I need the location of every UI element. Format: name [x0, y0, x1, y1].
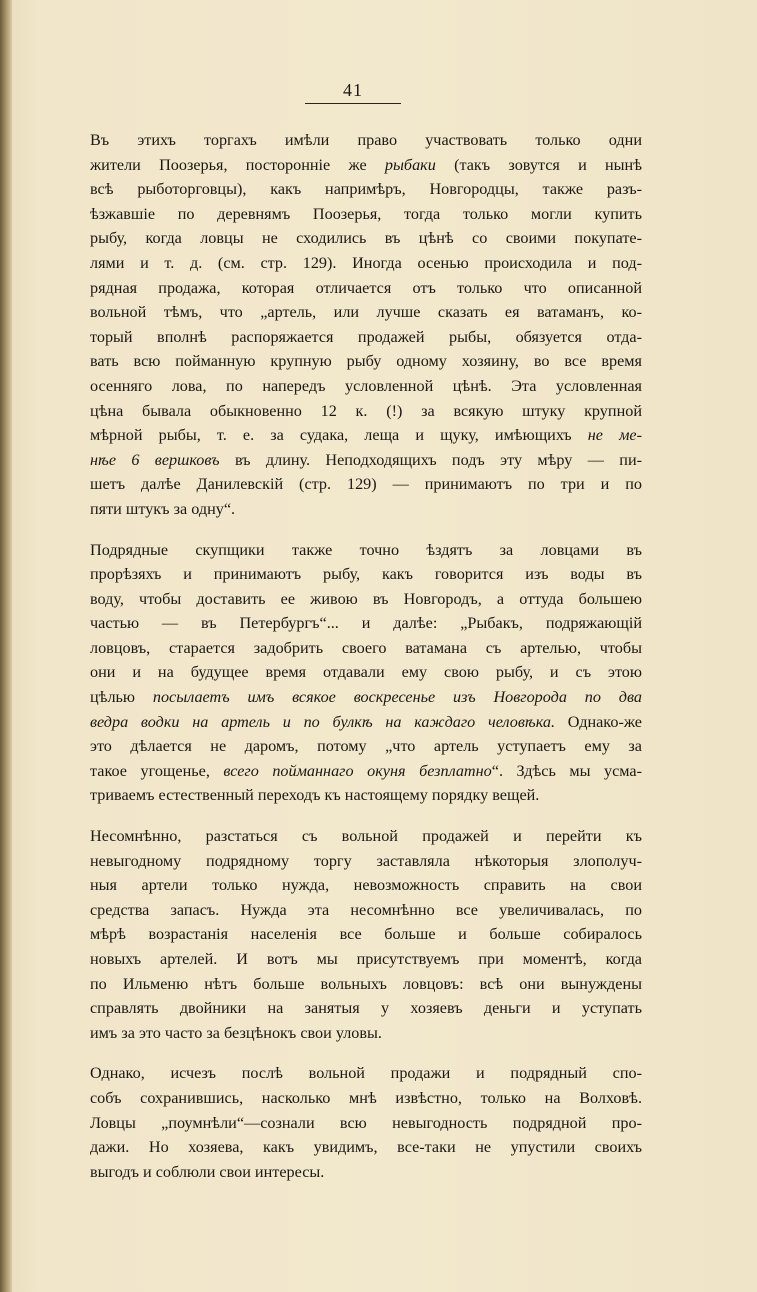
text-line: жители Поозерья, посторонніе же рыбаки (такъ зовутся и нынѣ	[90, 155, 642, 174]
book-spine-edge	[0, 0, 12, 1292]
italic-text: не ме-	[587, 426, 642, 445]
text-line: невыгодному подрядному торгу заставляла нѣкоторыя злополуч-	[90, 851, 642, 870]
text-line: воду, чтобы доставить ее живою въ Новгородъ, а оттуда большею	[90, 589, 642, 608]
text-line: имъ за это часто за безцѣнокъ свои уловы.	[90, 1023, 382, 1042]
text-line: ныя артели только нужда, невозможность справить на свои	[90, 876, 642, 895]
text-line: мѣрѣ возрастанія населенія все больше и больше собиралось	[90, 925, 642, 944]
italic-text: всего пойманнаго окуня безплатно	[223, 761, 492, 780]
text-line: дажи. Но хозяева, какъ увидимъ, все-таки не упустили своихъ	[90, 1138, 642, 1157]
text-line: это дѣлается не даромъ, потому „что артель уступаетъ ему за	[90, 737, 642, 756]
text-line: мѣрной рыбы, т. е. за судака, леща и щуку, имѣющихъ не ме-	[90, 426, 642, 445]
text-line: лями и т. д. (см. стр. 129). Иногда осенью происходила и под-	[90, 253, 642, 272]
text-line: осенняго лова, по напередъ условленной цѣнѣ. Эта условленная	[90, 376, 642, 395]
text-line: Въ этихъ торгахъ имѣли право участвовать только одни	[90, 131, 642, 149]
italic-text: нѣе 6 вершковъ	[90, 450, 220, 469]
text-line: такое угощенье, всего пойманнаго окуня безплатно“. Здѣсь мы усма-	[90, 761, 643, 780]
italic-text: посылаетъ имъ всякое воскресенье изъ Новгорода по два	[152, 688, 642, 707]
text-line: пяти штукъ за одну“.	[90, 499, 236, 518]
text-line: Подрядные скупщики также точно ѣздятъ за ловцами въ	[90, 540, 642, 559]
text-line: частью — въ Петербургъ“... и далѣе: „Рыбакъ, подряжающій	[90, 614, 642, 633]
body-text	[90, 128, 642, 1184]
text-line: прорѣзяхъ и принимаютъ рыбу, какъ говорится изъ воды въ	[90, 565, 642, 584]
paragraph	[90, 538, 642, 809]
text-line: Однако, исчезъ послѣ вольной продажи и подрядный спо-	[90, 1064, 642, 1083]
text-line: нѣе 6 вершковъ въ длину. Неподходящихъ подъ эту мѣру — пи-	[90, 450, 642, 469]
text-line: они и на будущее время отдавали ему свою рыбу, и съ этою	[90, 663, 642, 682]
text-line: вольной тѣмъ, что „артель, или лучше сказать ея ватаманъ, ко-	[90, 303, 642, 322]
paragraph	[90, 824, 642, 1045]
text-line: всѣ рыботорговцы), какъ напримѣръ, Новгородцы, также разъ-	[90, 180, 642, 199]
paragraph	[90, 128, 642, 522]
text-line: вать всю пойманную крупную рыбу одному хозяину, во все время	[90, 352, 642, 371]
text-line: рыбу, когда ловцы не сходились въ цѣнѣ со своими покупате-	[90, 229, 642, 248]
text-line: ловцовъ, старается задобрить своего ватамана съ артелью, чтобы	[90, 638, 642, 657]
text-line: рядная продажа, которая отличается отъ только что описанной	[90, 278, 642, 297]
text-line: собъ сохранившись, насколько мнѣ извѣстно, только на Волховѣ.	[90, 1088, 642, 1107]
paragraph	[90, 1061, 642, 1184]
text-line: новыхъ артелей. И вотъ мы присутствуемъ при моментѣ, когда	[90, 950, 642, 968]
text-line: триваемъ естественный переходъ къ настоящему порядку вещей.	[90, 786, 540, 805]
text-line: справлять двойники на занятыя у хозяевъ деньги и уступать	[90, 999, 642, 1018]
text-line: выгодъ и соблюли свои интересы.	[90, 1162, 325, 1181]
text-line: цѣна бывала обыкновенно 12 к. (!) за всякую штуку крупной	[90, 401, 642, 420]
page-number: 41	[343, 80, 363, 100]
text-line: торый вполнѣ распоряжается продажей рыбы, обязуется отда-	[90, 327, 642, 346]
text-line: шетъ далѣе Данилевскій (стр. 129) — принимаютъ по три и по	[90, 475, 642, 494]
text-line: цѣлью посылаетъ имъ всякое воскресенье изъ Новгорода по два	[90, 688, 642, 707]
italic-text: рыбаки	[384, 155, 436, 174]
text-line: Несомнѣнно, разстаться съ вольной продажей и перейти къ	[90, 827, 642, 846]
text-line: Ловцы „поумнѣли“—сознали всю невыгодность подрядной про-	[90, 1113, 642, 1132]
text-line: ведра водки на артель и по булкѣ на каждаго человѣка. Однако-же	[90, 712, 642, 731]
italic-text: ведра водки на артель и по булкѣ на каждаго человѣка.	[90, 712, 555, 731]
text-line: по Ильменю нѣтъ больше вольныхъ ловцовъ: всѣ они вынуждены	[90, 974, 642, 993]
page-number-rule	[305, 103, 401, 104]
text-line: средства запасъ. Нужда эта несомнѣнно все увеличивалась, по	[90, 900, 642, 919]
text-line: ѣзжавшіе по деревнямъ Поозерья, тогда только могли купить	[90, 204, 642, 223]
